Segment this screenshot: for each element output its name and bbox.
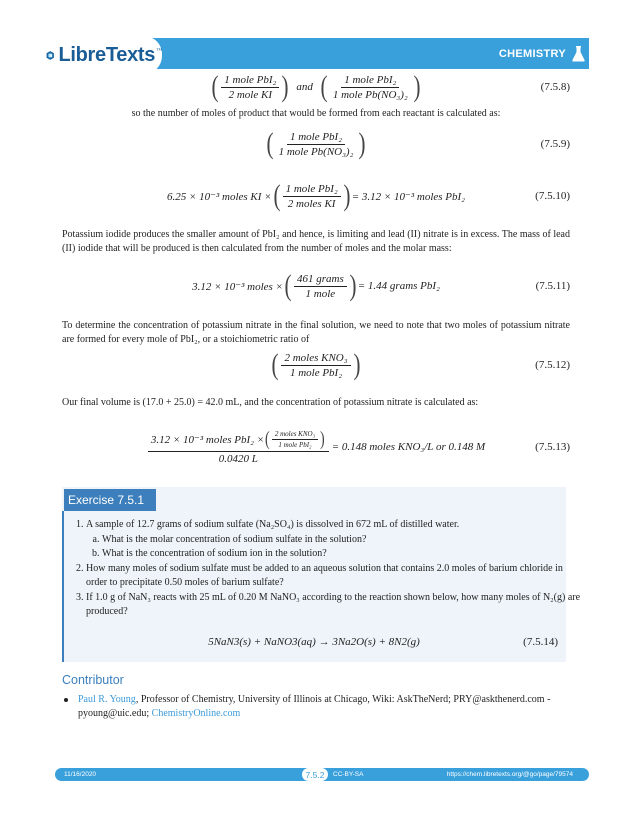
eq14-text: 5NaN3(s) + NaNO3(aq) → 3Na2O(s) + 8N2(g) bbox=[208, 636, 420, 648]
subject-text: CHEMISTRY bbox=[498, 48, 566, 60]
footer-url[interactable]: https://chem.libretexts.org/@go/page/79574 bbox=[446, 771, 573, 778]
footer-bar bbox=[55, 768, 589, 781]
exercise-q2: 2. How many moles of sodium sulfate must be added to an aqueous solution that contains 2.0 moles of barium chloride in order to precipitate 0.50 moles of barium sulfate? bbox=[86, 562, 586, 590]
eq12-num: 2 moles KNO₃ bbox=[281, 352, 350, 366]
equation-number: (7.5.10) bbox=[535, 190, 570, 202]
eq10-den: 2 moles KI bbox=[287, 197, 336, 210]
eq10-lhs: 6.25 × 10⁻³ moles KI × bbox=[166, 190, 272, 203]
contributor-description: , Professor of Chemistry, University of Illinois at Chicago, Wiki: AskTheNerd; PRY@askthenerd.com - pyoung@uic.edu; bbox=[78, 694, 551, 719]
equation-7-5-10: 6.25 × 10⁻³ moles KI × ( $\frac{\text{1 mole PbI₂}}{\text{2 moles KI}}$ ) = 3.12 × 10⁻³ moles PbI₂ (7.5.10) bbox=[166, 179, 570, 212]
footer-license[interactable]: CC-BY-SA bbox=[333, 771, 364, 778]
bullet-icon bbox=[64, 698, 68, 702]
equation-number: (7.5.9) bbox=[540, 138, 570, 150]
paragraph-3: To determine the concentration of potassium nitrate in the final solution, we need to note that two moles of potassium nitrate are formed for every mole of PbI₂, or a stoichiometric ratio of bbox=[62, 320, 570, 345]
equation-7-5-11: 3.12 × 10⁻³ moles × ( $\frac{\text{461 grams}}{\text{1 mole}}$ ) = 1.44 grams PbI₂ (7.5.11) bbox=[192, 269, 570, 302]
exercise-item-1 bbox=[86, 518, 586, 561]
equation-7-5-14 bbox=[70, 633, 558, 651]
footer-page-number: 7.5.2 bbox=[302, 768, 328, 781]
eq8-and: and bbox=[296, 81, 313, 93]
eq8-frac1-num: 1 mole PbI₂ bbox=[221, 74, 279, 88]
eq11-rhs: = 1.44 grams PbI₂ bbox=[357, 280, 440, 292]
logo-text: LibreTexts bbox=[58, 43, 156, 66]
eq11-lhs: 3.12 × 10⁻³ moles × bbox=[192, 280, 283, 293]
exercise-sublist bbox=[86, 533, 586, 561]
exercise-q1a: a. What is the molar concentration of sodium sulfate in the solution? bbox=[102, 533, 586, 547]
eq13-inner-den: 1 mole PbI₂ bbox=[278, 440, 312, 449]
contributor-heading: Contributor bbox=[62, 673, 124, 687]
equation-7-5-8: ( $\frac{\text{1 mole PbI₂}}{\text{2 mole KI}}$ ) and ( $\frac{\text{1 mole PbI₂}}{\text{1 mole Pb(NO₃)₂}}$ ) (7.5.8) bbox=[211, 70, 570, 103]
paragraph-4: Our final volume is (17.0 + 25.0) = 42.0 mL, and the concentration of potassium nitrate is calculated as: bbox=[62, 397, 479, 408]
equation-number: (7.5.12) bbox=[535, 359, 570, 371]
equation-number: (7.5.8) bbox=[540, 81, 570, 93]
chemistryonline-link[interactable]: ChemistryOnline.com bbox=[151, 708, 241, 719]
exercise-q3: 3. If 1.0 g of NaN₃ reacts with 25 mL of 0.20 M NaNO₃ according to the reaction shown below, how many moles of N₂(g) are produced? bbox=[86, 591, 586, 619]
equation-7-5-9: ( $\frac{\text{1 mole PbI₂}}{\text{1 mole Pb(NO₃)₂}}$ ) (7.5.9) bbox=[266, 127, 570, 160]
exercise-title: Exercise 7.5.1 bbox=[64, 489, 156, 511]
contributor-item bbox=[62, 693, 570, 721]
eq9-den: 1 mole Pb(NO₃)₂ bbox=[278, 145, 354, 158]
eq8-frac2-num: 1 mole PbI₂ bbox=[341, 74, 399, 88]
logo-trademark: ™ bbox=[156, 47, 162, 54]
subject-label[interactable] bbox=[499, 46, 585, 62]
eq13-inner-num: 2 moles KNO₃ bbox=[272, 430, 318, 440]
eq10-num: 1 mole PbI₂ bbox=[283, 183, 341, 197]
exercise-list bbox=[62, 518, 586, 620]
eq11-num: 461 grams bbox=[294, 273, 347, 287]
paragraph-2: Potassium iodide produces the smaller amount of PbI₂ and hence, is limiting and lead (II) nitrate is in excess. The mass of lead (II) iodide that will be produced is then calculated from the number of moles and the molar mass: bbox=[62, 229, 570, 254]
equation-number: (7.5.11) bbox=[535, 280, 570, 292]
equation-number: (7.5.14) bbox=[523, 636, 558, 648]
exercise-q1: A sample of 12.7 grams of sodium sulfate (Na₂SO₄) is dissolved in 672 mL of distilled water. bbox=[86, 519, 460, 530]
exercise-q1b: b. What is the concentration of sodium ion in the solution? bbox=[102, 547, 586, 561]
eq8-frac2-den: 1 mole Pb(NO₃)₂ bbox=[332, 88, 408, 101]
contributor-name-link[interactable]: Paul R. Young bbox=[78, 694, 136, 705]
libretexts-logo[interactable] bbox=[42, 36, 162, 74]
footer-date: 11/16/2020 bbox=[64, 771, 97, 778]
eq13-rhs: = 0.148 moles KNO₃/L or 0.148 M bbox=[331, 441, 486, 453]
eq9-num: 1 mole PbI₂ bbox=[287, 131, 345, 145]
eq13-top-lhs: 3.12 × 10⁻³ moles PbI₂ × bbox=[150, 433, 265, 446]
flask-icon bbox=[572, 46, 585, 62]
equation-7-5-12: ( $\frac{\text{2 moles KNO₃}}{\text{1 mole PbI₂}}$ ) (7.5.12) bbox=[271, 348, 570, 381]
equation-number: (7.5.13) bbox=[535, 441, 570, 453]
paragraph-1: so the number of moles of product that would be formed from each reactant is calculated as: bbox=[131, 108, 501, 119]
libretexts-hexagon-icon bbox=[46, 39, 54, 72]
eq11-den: 1 mole bbox=[305, 287, 336, 300]
eq12-den: 1 mole PbI₂ bbox=[289, 366, 343, 379]
equation-7-5-13: 3.12 × 10⁻³ moles PbI₂ × ( $\frac{\text{2 moles KNO₃}}{\text{1 mole PbI₂}}$ ) 0.0420 L = 0.148 moles KNO₃/L or 0.148 M (7.5.13) bbox=[62, 425, 570, 469]
eq8-frac1-den: 2 mole KI bbox=[228, 88, 272, 101]
eq10-rhs: = 3.12 × 10⁻³ moles PbI₂ bbox=[351, 190, 466, 203]
eq13-bottom: 0.0420 L bbox=[218, 453, 258, 465]
